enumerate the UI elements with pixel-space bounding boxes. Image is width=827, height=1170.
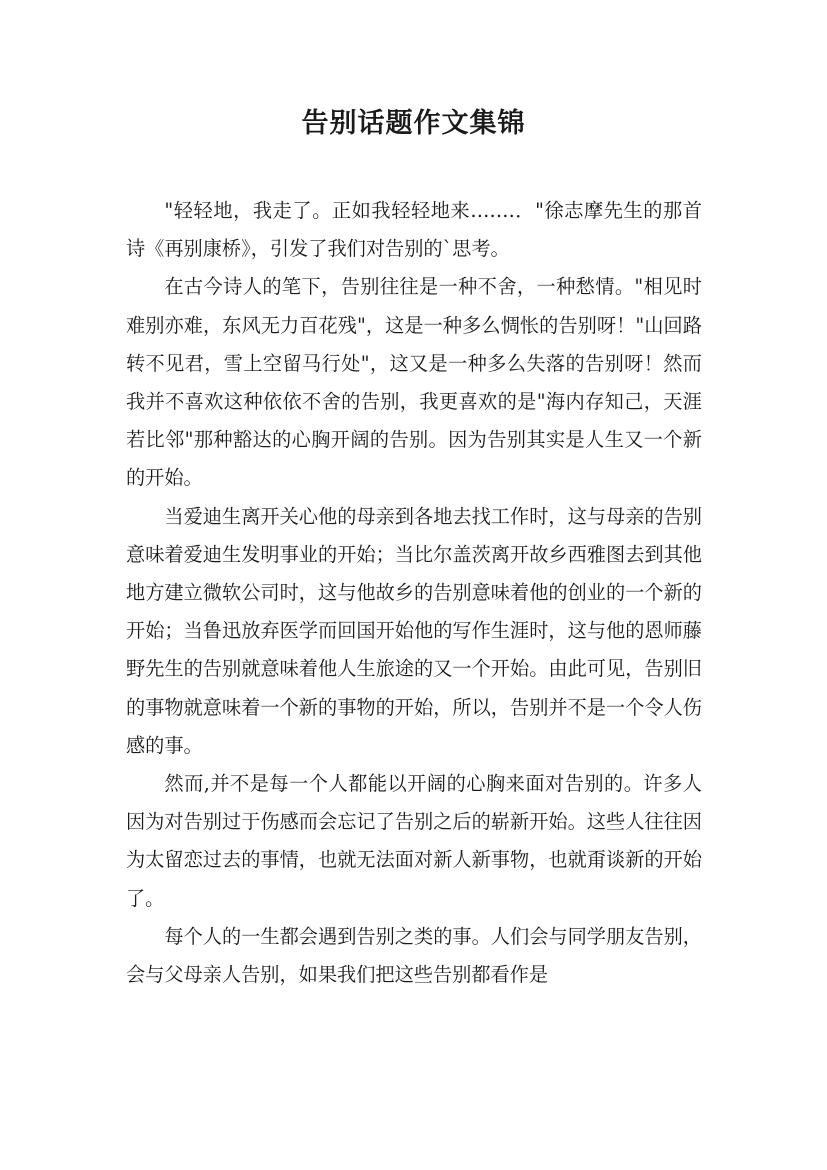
paragraph: 每个人的一生都会遇到告别之类的事。人们会与同学朋友告别，会与父母亲人告别，如果我们把这些告别都看作是 bbox=[126, 924, 702, 987]
paragraph: 在古今诗人的笔下，告别往往是一种不舍，一种愁情。"相见时难别亦难，东风无力百花残"，这是一种多么惆怅的告别呀！"山回路转不见君，雪上空留马行处"，这又是一种多么失落的告别呀！然而我并不喜欢这种依依不舍的告别，我更喜欢的是"海内存知己，天涯若比邻"那种豁达的心胸开阔的告别。因为告别其实是人生又一个新的开始。 bbox=[126, 275, 702, 490]
document-title: 告别话题作文集锦 bbox=[301, 108, 526, 139]
document-body bbox=[126, 192, 702, 994]
paragraph: 然而,并不是每一个人都能以开阔的心胸来面对告别的。许多人因为对告别过于伤感而会忘记了告别之后的崭新开始。这些人往往因为太留恋过去的事情，也就无法面对新人新事物，也就甭谈新的开始了。 bbox=[126, 772, 702, 910]
paragraph: "轻轻地，我走了。正如我轻轻地来…….．"徐志摩先生的那首诗《再别康桥》，引发了我们对告别的`思考。 bbox=[126, 199, 702, 261]
paragraph: 当爱迪生离开关心他的母亲到各地去找工作时，这与母亲的告别意味着爱迪生发明事业的开始；当比尔盖茨离开故乡西雅图去到其他地方建立微软公司时，这与他故乡的告别意味着他的创业的一个新的开始；当鲁迅放弃医学而回国开始他的写作生涯时，这与他的恩师藤野先生的告别就意味着他人生旅途的又一个开始。由此可见，告别旧的事物就意味着一个新的事物的开始，所以，告别并不是一个令人伤感的事。 bbox=[126, 504, 702, 757]
